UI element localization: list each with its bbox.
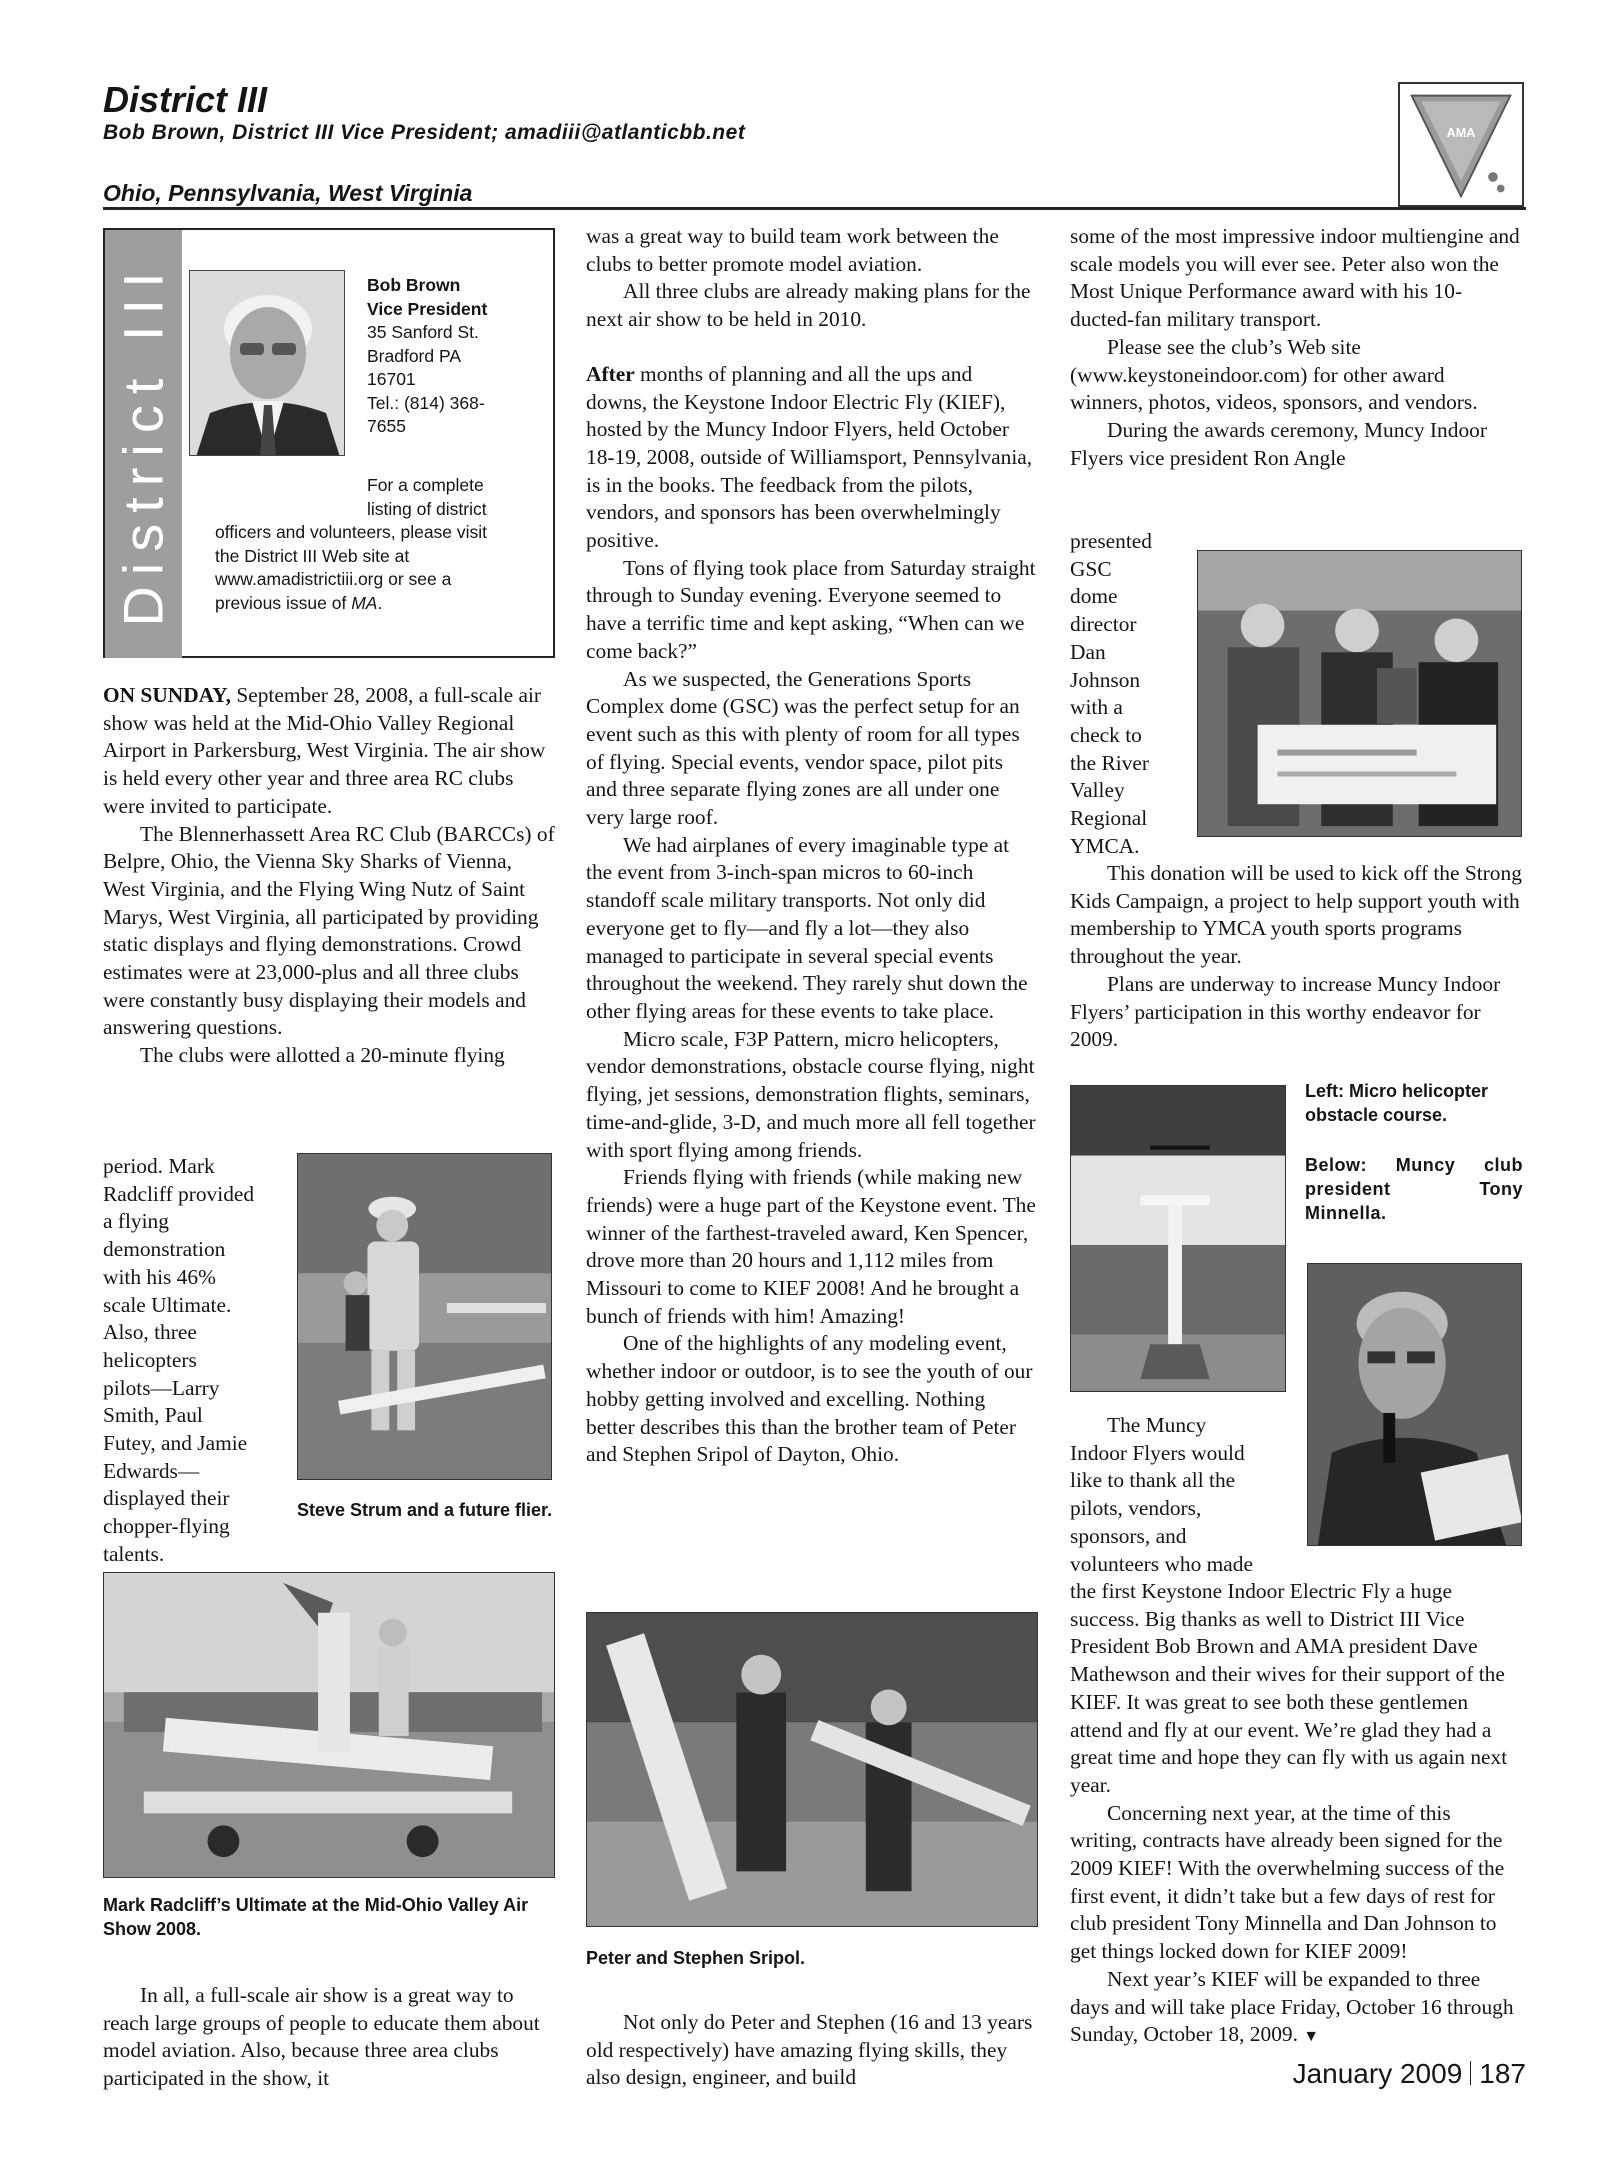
paragraph: We had airplanes of every imaginable type at the event from 3-inch-span micros to 60-inch standoff scale military transports. Not only did everyone get to fly—and fly a lot—they also managed to participate in several special events throughout the weekend. They rarely shut down the other flying areas for these events to take place. xyxy=(586,832,1028,1023)
photo-sripol-brothers xyxy=(586,1612,1038,1927)
photo-heli-image xyxy=(1071,1086,1285,1391)
text-line: check to xyxy=(1070,722,1142,747)
paragraph: some of the most impressive indoor multiengine and scale models you will ever see. Peter also won the Most Unique Performance award with his 10-ducted-fan military transport. xyxy=(1070,224,1520,332)
caption-sripol: Peter and Stephen Sripol. xyxy=(586,1948,806,1968)
caption-steve-strum: Steve Strum and a future flier. xyxy=(297,1500,553,1520)
contact-tel-cont: 7655 xyxy=(367,416,406,436)
text-line: Radcliff provided xyxy=(103,1181,255,1206)
page-number: 187 xyxy=(1479,2058,1526,2089)
column-2-text xyxy=(586,223,1038,1469)
paragraph: One of the highlights of any modeling event, whether indoor or outdoor, is to see the youth of our hobby getting involved and excelling. Nothing better describes this than the brother team of Peter and Stephen Sripol of Dayton, Ohio. xyxy=(586,1331,1033,1467)
text-line: dome xyxy=(1070,584,1118,609)
text-line: Futey, and Jamie xyxy=(103,1431,248,1456)
photo-radcliff-ultimate xyxy=(103,1572,555,1878)
district-states: Ohio, Pennsylvania, West Virginia xyxy=(103,180,473,206)
contact-zip: 16701 xyxy=(367,369,416,389)
text-line: displayed their xyxy=(103,1486,230,1511)
paragraph: The Blennerhassett Area RC Club (BARCCs) of Belpre, Ohio, the Vienna Sky Sharks of Vienna, West Virginia, and the Flying Wing Nutz of Saint Marys, West Virginia, all participated by providing static displays and flying demonstrations. Crowd estimates were at 23,000-plus and all three clubs were constantly busy displaying their models and answering questions. xyxy=(103,821,555,1040)
issue-date: January 2009 xyxy=(1292,2058,1463,2089)
note-line: officers and volunteers, please visit xyxy=(215,522,488,542)
column-3-wrap-text-2 xyxy=(1070,1412,1305,1578)
text-line: Edwards— xyxy=(103,1458,200,1483)
text-line: Indoor Flyers would xyxy=(1070,1440,1245,1465)
paragraph: Next year’s KIEF will be expanded to three days and will take place Friday, October 16 through Sunday, October 18, 2009. ▼ xyxy=(1070,1966,1514,2047)
caption-micro-helicopter: Left: Micro helicopter obstacle course. xyxy=(1305,1081,1489,1125)
photo-check-presentation xyxy=(1197,550,1522,837)
ama-district-logo xyxy=(1398,82,1524,207)
note-line: For a complete xyxy=(367,475,484,495)
photo-strum-image xyxy=(298,1154,551,1479)
ama-logo-icon xyxy=(1400,84,1522,205)
paragraph: In all, a full-scale air show is a great way to reach large groups of people to educate them about model aviation. Also, because three area clubs participated in the show, it xyxy=(103,1983,540,2091)
text-line: Smith, Paul xyxy=(103,1403,203,1428)
note-line: listing of district xyxy=(367,498,487,519)
column-1-wrap-text xyxy=(103,1153,303,1569)
text-line: helicopters xyxy=(103,1347,197,1372)
text-line: Also, three xyxy=(103,1320,197,1345)
contact-name: Bob Brown xyxy=(367,275,461,295)
column-1-closing xyxy=(103,1982,555,2093)
contact-sidebar xyxy=(103,228,555,658)
bob-brown-portrait xyxy=(189,270,345,456)
caption-minnella: Below: Muncy club president Tony Minnella. xyxy=(1305,1155,1523,1223)
photo-minnella-image xyxy=(1308,1264,1521,1545)
photo-micro-helicopter-course xyxy=(1070,1085,1286,1392)
paragraph: All three clubs are already making plans for the next air show to be held in 2010. xyxy=(586,279,1031,332)
header-rule xyxy=(103,207,1526,210)
text-line: a flying xyxy=(103,1209,169,1234)
district-tab xyxy=(105,230,182,658)
text-line: GSC xyxy=(1070,556,1112,581)
photo-ultimate-image xyxy=(104,1573,554,1877)
contact-block xyxy=(367,274,487,439)
text-line: the River xyxy=(1070,750,1150,775)
paragraph: Not only do Peter and Stephen (16 and 13 years old respectively) have amazing flying skills, they also design, engineer, and build xyxy=(586,2010,1033,2090)
paragraph: This donation will be used to kick off the Strong Kids Campaign, a project to help support youth with membership to YMCA youth sports programs throughout the year. xyxy=(1070,861,1522,969)
paragraph: Tons of flying took place from Saturday straight through to Sunday evening. Everyone seemed to have a terrific time and kept asking, “When can we come back?” xyxy=(586,555,1036,663)
section-title: District III xyxy=(103,79,268,120)
note-website: www.amadistrictiii.org or see a xyxy=(215,569,452,589)
paragraph: the first Keystone Indoor Electric Fly a huge success. Big thanks as well to District III Vice President Bob Brown and AMA president Dave Mathewson and their wives for their support of the KIEF. It was great to see both these gentlemen attend and fly at our event. We’re glad they had a great time and hope they can fly with us again next year. xyxy=(1070,1579,1508,1797)
text-line: like to thank all the xyxy=(1070,1468,1236,1493)
photo-steve-strum xyxy=(297,1153,552,1480)
lead-in: ON SUNDAY, xyxy=(103,683,231,707)
text-line: chopper-flying xyxy=(103,1514,230,1539)
paragraph: Please see the club’s Web site (www.keystoneindoor.com) for other award winners, photos, videos, sponsors, and vendors. xyxy=(1070,334,1478,415)
district-tab-label: District III xyxy=(111,261,175,627)
text-line: pilots—Larry xyxy=(103,1375,220,1400)
text-line: pilots, vendors, xyxy=(1070,1496,1202,1521)
text-line: volunteers who made xyxy=(1070,1551,1253,1576)
contact-address-line2: Bradford PA xyxy=(367,345,462,366)
text-line: with his 46% xyxy=(103,1264,216,1289)
photo-tony-minnella xyxy=(1307,1263,1522,1546)
photo-check-image xyxy=(1198,551,1521,836)
photo-sripol-image xyxy=(587,1613,1037,1926)
text-line: with a xyxy=(1070,695,1123,720)
text-line: talents. xyxy=(103,1541,165,1566)
paragraph: The clubs were allotted a 20-minute flying xyxy=(140,1043,505,1068)
column-3-text-3 xyxy=(1070,1578,1522,2051)
svg-text:AMA: AMA xyxy=(1446,126,1476,141)
text-line: demonstration xyxy=(103,1237,226,1262)
caption-radcliff: Mark Radcliff’s Ultimate at the Mid-Ohio Valley Air Show 2008. xyxy=(103,1895,529,1939)
contact-address-line1: 35 Sanford St. xyxy=(367,322,479,342)
lead-in: After xyxy=(586,361,635,386)
column-2-closing xyxy=(586,2009,1038,2092)
text-line: YMCA. xyxy=(1070,833,1140,858)
paragraph: ON SUNDAY, September 28, 2008, a full-scale air show was held at the Mid-Ohio Valley Regional Airport in Parkersburg, West Virginia. The air show is held every other year and three area RC clubs were invited to participate. xyxy=(103,683,546,818)
paragraph: was a great way to build team work between the clubs to better promote model aviation. xyxy=(586,224,999,276)
page-footer xyxy=(1293,2058,1526,2090)
end-mark-icon: ▼ xyxy=(1303,2028,1320,2046)
paragraph: Plans are underway to increase Muncy Indoor Flyers’ participation in this worthy endeavor for 2009. xyxy=(1070,971,1501,1052)
paragraph: Concerning next year, at the time of this writing, contracts have already been signed for the 2009 KIEF! With the overwhelming success of the first event, it didn’t take but a few days of rest for club president Tony Minnella and Dan Johnson to get things locked down for KIEF 2009! xyxy=(1070,1800,1505,1964)
author-line: Bob Brown, District III Vice President; amadiii@atlanticbb.net xyxy=(103,121,746,144)
portrait-image xyxy=(190,271,345,456)
text-line: Dan xyxy=(1070,639,1106,664)
text-line: The Muncy xyxy=(1107,1413,1207,1437)
paragraph: As we suspected, the Generations Sports Complex dome (GSC) was the perfect setup for an event such as this with plenty of room for all types of flying. Special events, vendor space, pilot pits and three separate flying zones are all under one very large roof. xyxy=(586,666,1020,830)
note-line: the District III Web site at xyxy=(215,545,410,566)
paragraph: During the awards ceremony, Muncy Indoor Flyers vice president Ron Angle xyxy=(1070,417,1487,470)
column-3-text-2 xyxy=(1070,860,1522,1054)
folio-separator xyxy=(1470,2061,1471,2085)
text-line: Valley xyxy=(1070,778,1125,803)
paragraph: Micro scale, F3P Pattern, micro helicopters, vendor demonstrations, obstacle course flying, night flying, jet sessions, demonstration flights, seminars, time-and-glide, 3-D, and much more all fell together with sport flying among friends. xyxy=(586,1026,1036,1162)
column-1-text xyxy=(103,682,555,1070)
note-line: previous issue of MA. xyxy=(215,592,383,613)
text-line: Regional xyxy=(1070,806,1148,831)
text-line: director xyxy=(1070,612,1137,637)
text-line: period. Mark xyxy=(103,1154,215,1178)
contact-role: Vice President xyxy=(367,298,488,319)
contact-tel: Tel.: (814) 368- xyxy=(367,392,485,413)
paragraph: After months of planning and all the ups and downs, the Keystone Indoor Electric Fly (KIEF), hosted by the Muncy Indoor Flyers, held October 18-19, 2008, outside of Williamsport, Pennsylvania, is in the books. The feedback from the pilots, vendors, and sponsors has been overwhelmingly positive. xyxy=(586,361,1033,553)
text-line: scale Ultimate. xyxy=(103,1292,232,1317)
paragraph: Friends flying with friends (while making new friends) were a huge part of the Keystone event. The winner of the farthest-traveled award, Ken Spencer, drove more than 20 hours and 1,112 miles from Missouri to come to KIEF 2008! And he brought a bunch of friends with him! Amazing! xyxy=(586,1165,1036,1328)
text-line: presented xyxy=(1070,529,1152,553)
column-3-wrap-text xyxy=(1070,528,1190,860)
column-3-text xyxy=(1070,223,1522,472)
text-line: sponsors, and xyxy=(1070,1523,1187,1548)
magazine-name: MA xyxy=(351,592,378,613)
text-line: Johnson xyxy=(1070,667,1141,692)
district-listing-note xyxy=(215,474,545,615)
